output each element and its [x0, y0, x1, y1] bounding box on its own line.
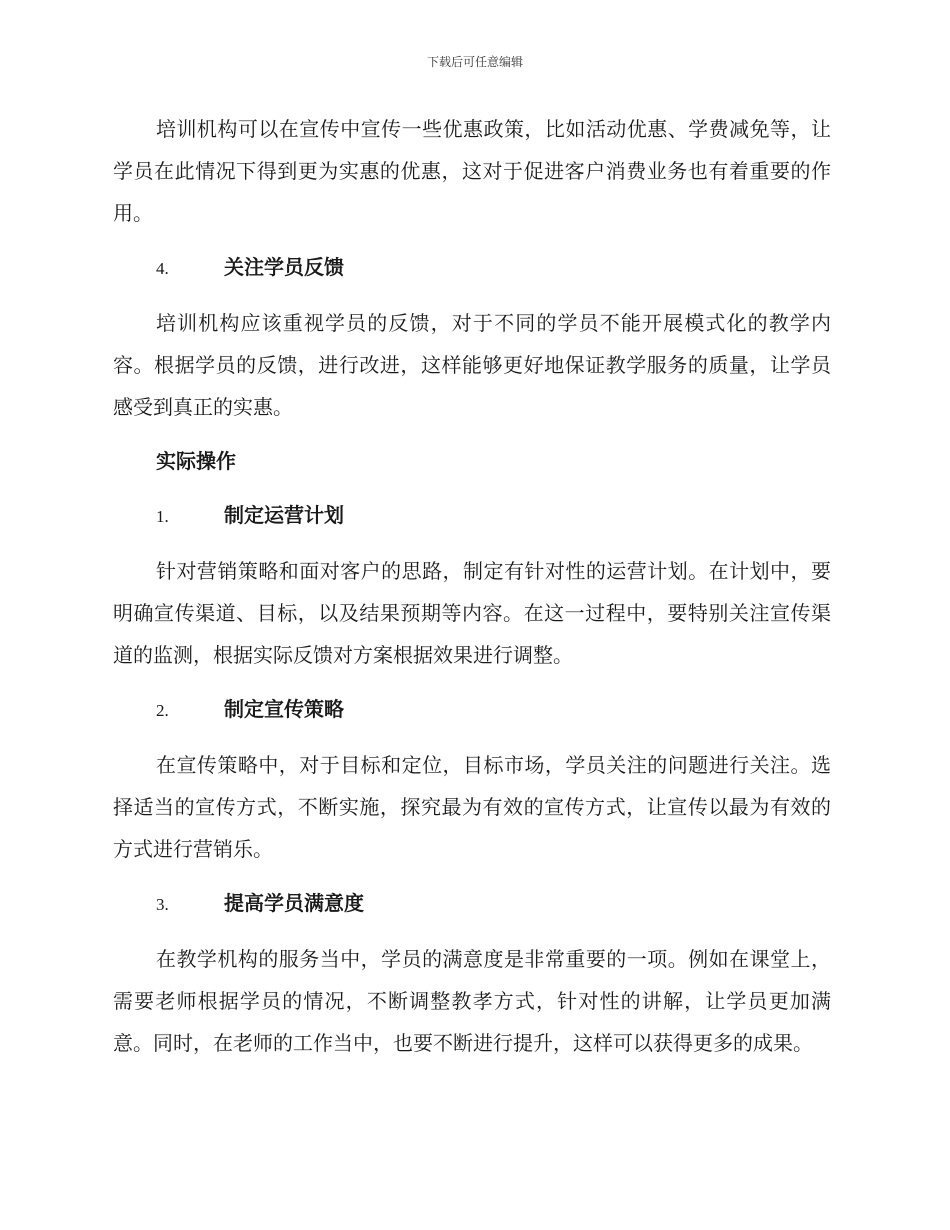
page-header: 下载后可任意编辑 [426, 55, 523, 69]
heading-title: 关注学员反馈 [224, 255, 344, 279]
heading-title: 制定宣传策略 [224, 697, 344, 721]
heading-title: 提高学员满意度 [224, 891, 364, 915]
paragraph-operation-plan: 针对营销策略和面对客户的思路，制定有针对性的运营计划。在计划中，要明确宣传渠道、目标，以及结果预期等内容。在这一过程中，要特别关注宣传渠道的监测，根据实际反馈对方案根据效果进行调整。 [113, 559, 831, 667]
heading-student-feedback [113, 246, 831, 290]
heading-number: 2. [156, 701, 169, 720]
paragraph-satisfaction: 在教学机构的服务当中，学员的满意度是非常重要的一项。例如在课堂上，需要老师根据学员的情况，不断调整教孝方式，针对性的讲解，让学员更加满意。同时，在老师的工作当中，也要不断进行提升，这样可以获得更多的成果。 [113, 947, 831, 1055]
heading-satisfaction [113, 882, 831, 926]
heading-operation-plan [113, 494, 831, 538]
heading-promotion-strategy [113, 688, 831, 732]
section-title-practice [113, 440, 831, 482]
paragraph-promotion-strategy: 在宣传策略中，对于目标和定位，目标市场，学员关注的问题进行关注。选择适当的宣传方式，不断实施，探究最为有效的宣传方式，让宣传以最为有效的方式进行营销乐。 [113, 753, 831, 861]
section-title: 实际操作 [156, 449, 236, 473]
heading-number: 4. [156, 259, 169, 278]
paragraph-feedback: 培训机构应该重视学员的反馈，对于不同的学员不能开展模式化的教学内容。根据学员的反馈，进行改进，这样能够更好地保证教学服务的质量，让学员感受到真正的实惠。 [113, 311, 831, 419]
heading-number: 1. [156, 507, 169, 526]
paragraph-discount-policy: 培训机构可以在宣传中宣传一些优惠政策，比如活动优惠、学费减免等，让学员在此情况下得到更为实惠的优惠，这对于促进客户消费业务也有着重要的作用。 [113, 117, 831, 225]
heading-number: 3. [156, 895, 169, 914]
heading-title: 制定运营计划 [224, 503, 344, 527]
page-body [113, 108, 831, 1064]
